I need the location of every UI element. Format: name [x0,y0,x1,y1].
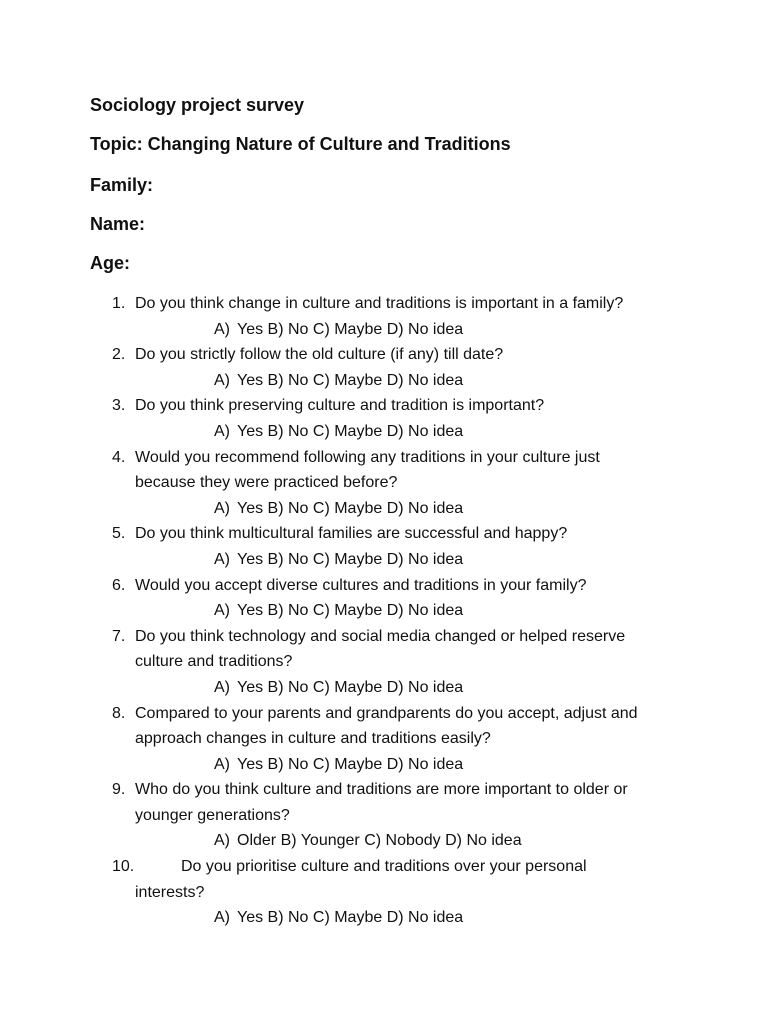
question-text: Do you think change in culture and traditions is important in a family? [135,295,624,312]
answer-text: Yes B) No C) Maybe D) No idea [237,422,464,440]
question-item [0,701,768,778]
question-item [0,777,768,854]
question-text: Would you accept diverse cultures and traditions in your family? [135,576,587,594]
question-head [0,445,768,496]
answer-options [0,752,768,778]
question-item [0,291,768,342]
age-label: Age: [90,253,130,273]
question-item [0,854,768,931]
question-list [0,291,768,931]
answer-letter: A) [214,371,230,389]
question-number: 4. [112,448,126,466]
answer-text: Yes B) No C) Maybe D) No idea [237,678,464,696]
question-text: Do you think preserving culture and tradition is important? [135,397,545,415]
question-head [0,701,768,752]
question-item [0,393,768,444]
answer-letter: A) [214,602,230,620]
name-label: Name: [90,214,146,234]
answer-letter: A) [214,678,230,696]
survey-topic: Topic: Changing Nature of Culture and Traditions [90,134,511,154]
answer-options [0,317,768,343]
question-item [0,624,768,701]
question-item [0,445,768,522]
answer-letter: A) [214,320,230,338]
question-head [0,291,768,317]
answer-options [0,905,768,931]
question-text: Compared to your parents and grandparents do you accept, adjust and approach changes in culture and traditions easily? [135,704,638,748]
question-text: Do you prioritise culture and traditions over your personal interests? [135,858,587,901]
question-head [0,624,768,675]
answer-letter: A) [214,909,230,927]
family-label: Family: [90,175,154,195]
question-head [0,777,768,828]
answer-options [0,675,768,701]
answer-text: Yes B) No C) Maybe D) No idea [237,320,464,338]
question-number: 2. [112,346,126,364]
question-number: 7. [112,627,126,645]
question-text: Do you strictly follow the old culture (if any) till date? [135,346,504,364]
question-number: 9. [112,781,126,799]
question-head [0,521,768,547]
answer-options [0,598,768,624]
question-text: Would you recommend following any traditions in your culture just because they were practiced before? [135,448,600,492]
answer-letter: A) [214,499,230,517]
question-text: Who do you think culture and traditions are more important to older or younger generations? [135,781,628,824]
answer-text: Yes B) No C) Maybe D) No idea [237,755,464,773]
question-head [0,854,768,905]
answer-text: Yes B) No C) Maybe D) No idea [237,499,464,517]
question-text: Do you think technology and social media changed or helped reserve culture and traditions? [135,627,626,671]
question-number: 1. [112,295,126,312]
question-number: 6. [112,576,126,594]
question-number: 8. [112,704,126,722]
question-text: Do you think multicultural families are successful and happy? [135,525,568,543]
answer-options [0,419,768,445]
answer-text: Yes B) No C) Maybe D) No idea [237,371,464,389]
answer-options [0,547,768,573]
answer-text: Yes B) No C) Maybe D) No idea [237,909,464,927]
question-head [0,342,768,368]
question-number: 5. [112,525,126,543]
answer-text: Older B) Younger C) Nobody D) No idea [237,832,522,850]
survey-title: Sociology project survey [90,95,305,115]
question-head [0,393,768,419]
answer-options [0,496,768,522]
question-head [0,573,768,599]
answer-options [0,828,768,854]
answer-text: Yes B) No C) Maybe D) No idea [237,550,464,568]
answer-letter: A) [214,755,230,773]
question-item [0,342,768,393]
answer-letter: A) [214,832,230,850]
question-number: 3. [112,397,126,415]
answer-options [0,368,768,394]
question-item [0,521,768,572]
answer-letter: A) [214,422,230,440]
answer-text: Yes B) No C) Maybe D) No idea [237,602,464,620]
question-item [0,573,768,624]
question-number: 10. [112,858,135,876]
answer-letter: A) [214,550,230,568]
